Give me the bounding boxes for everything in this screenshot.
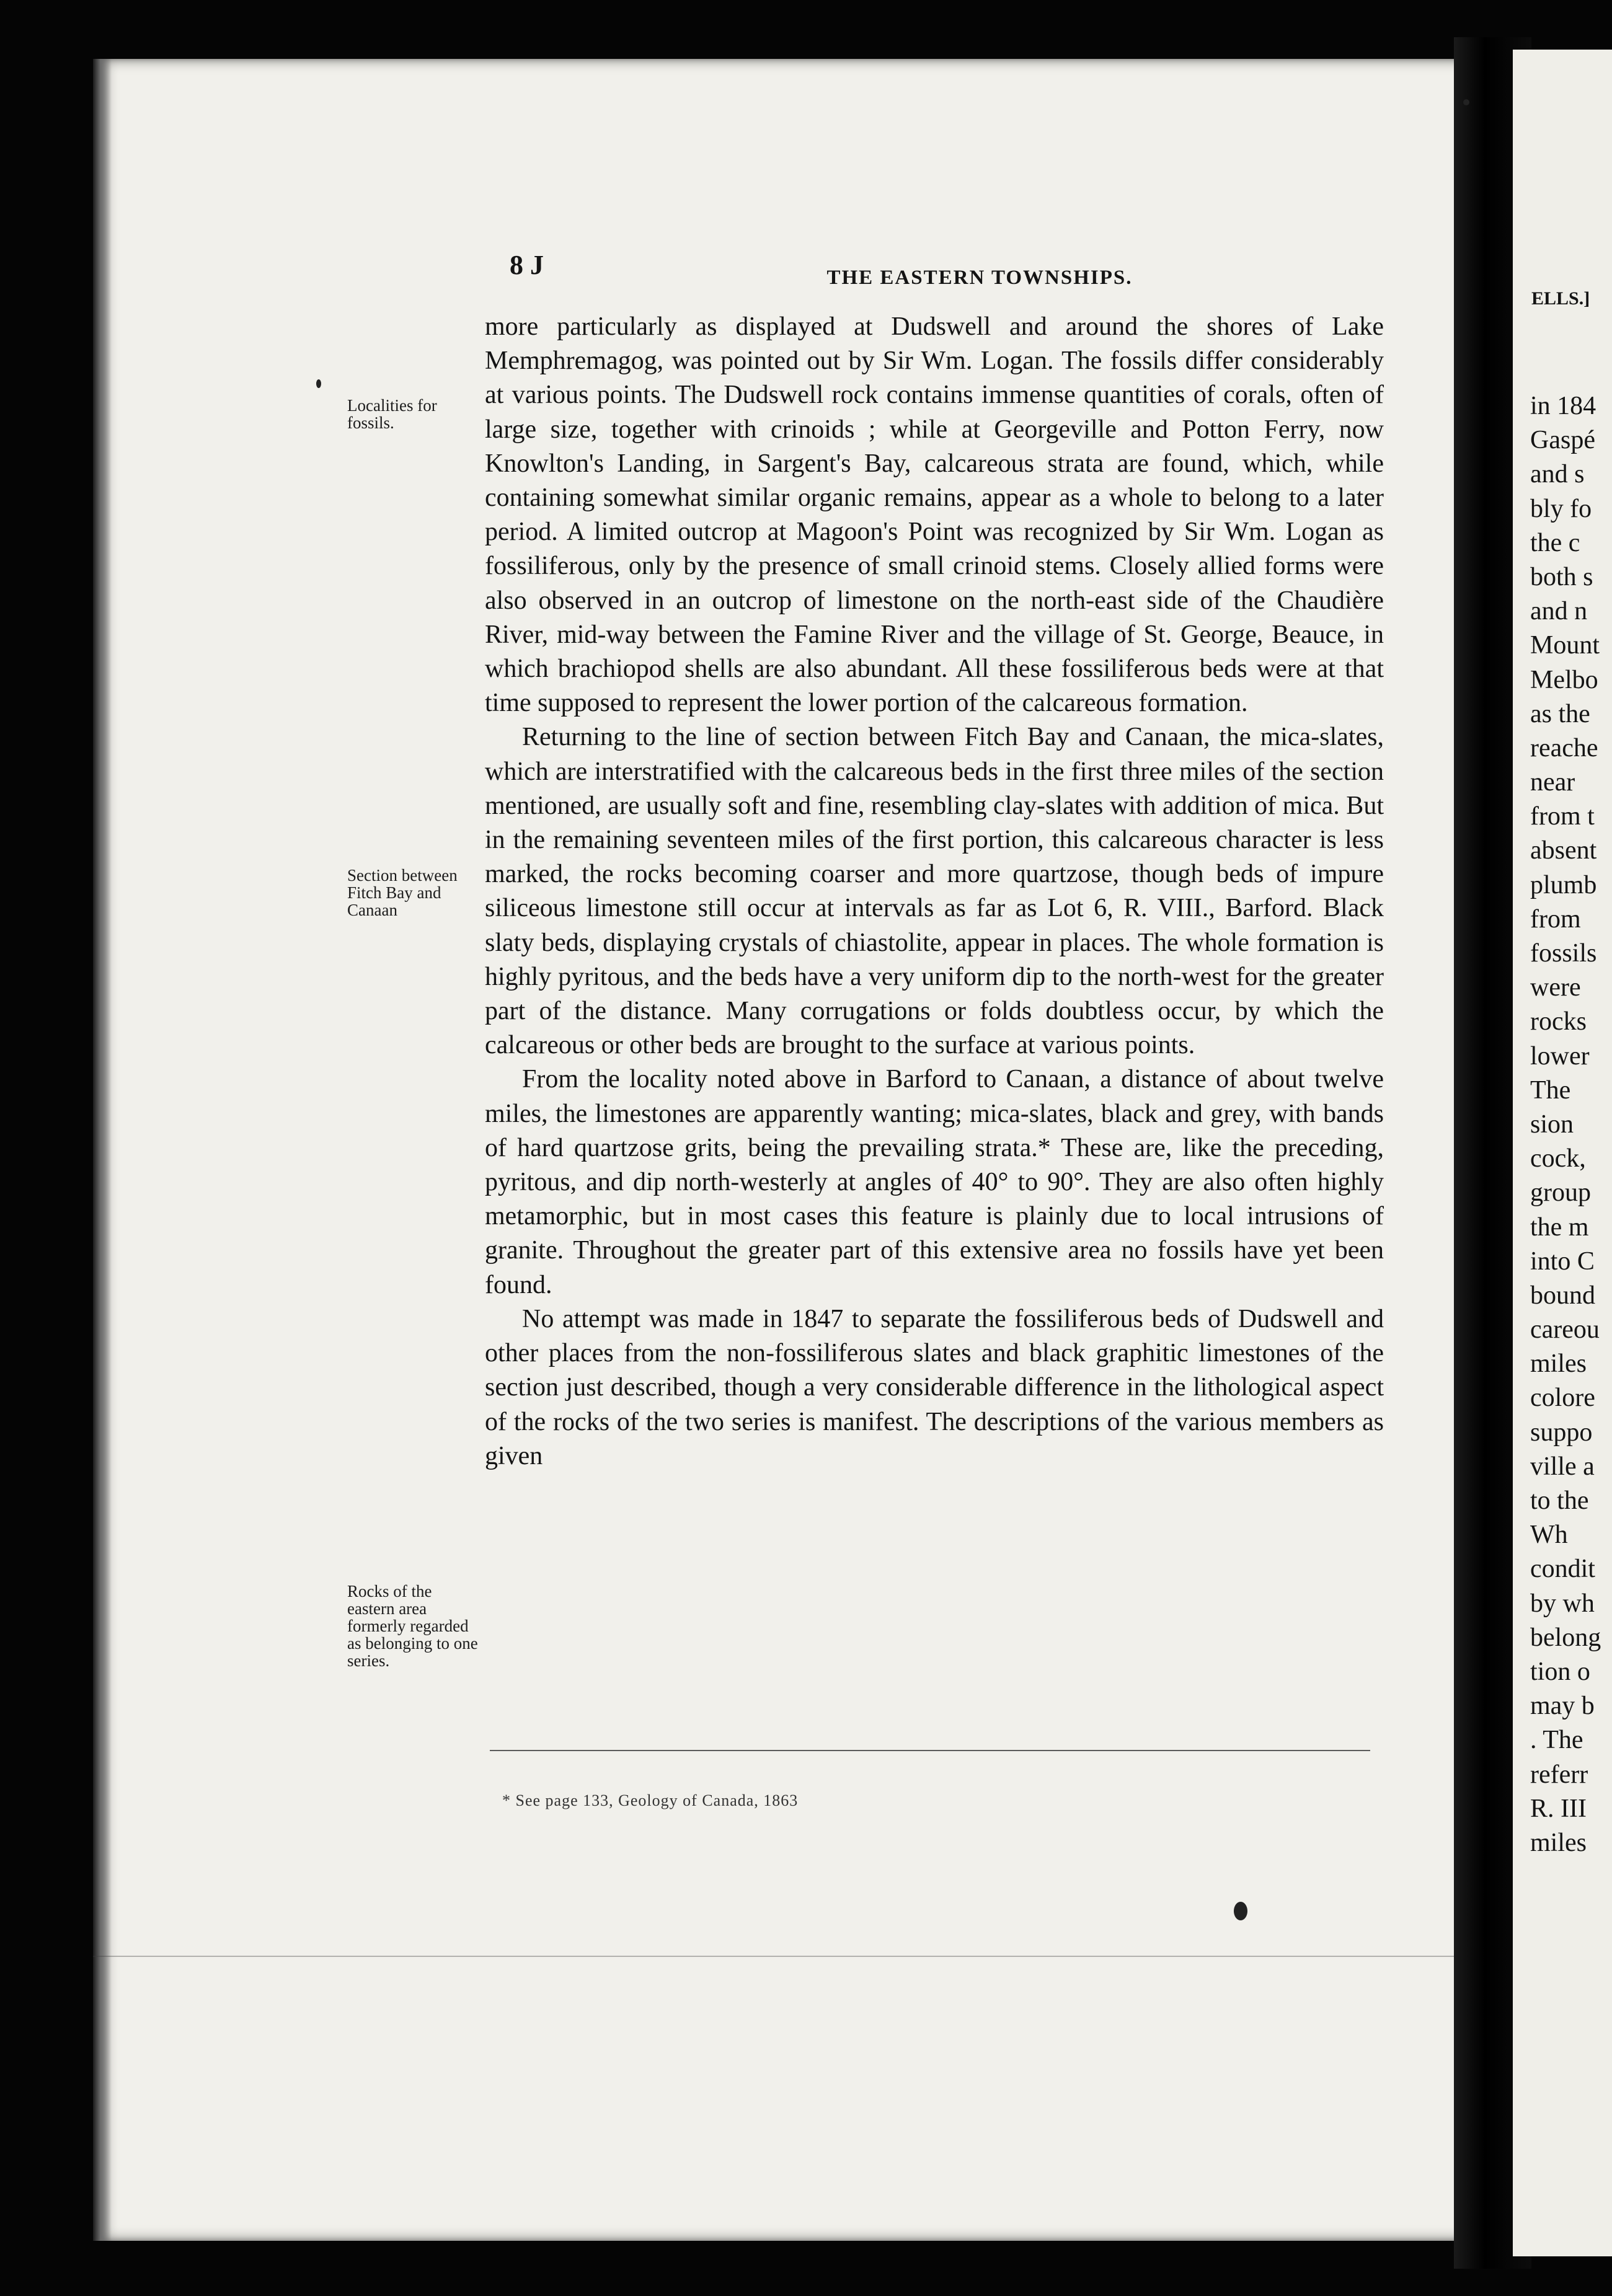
right-page-line: bly fo <box>1530 494 1592 523</box>
right-page-line: from <box>1530 904 1581 934</box>
right-page-line: and s <box>1530 460 1585 489</box>
right-page-line: group <box>1530 1178 1591 1208</box>
right-page-line: bound <box>1530 1281 1595 1310</box>
paragraph: From the locality noted above in Barford to Canaan, a distance of about twelve miles, the limestones are apparently wanting; mica-slates, black and grey, with bands of hard quartzose grits, being the prevailing strata.* These are, like the preceding, pyritous, and dip north-westerly at angles of 40° to 90°. They are also often highly metamorphic, but in most cases this feature is plainly due to local intrusions of granite. Throughout the greater part of this extensive area no fossils have yet been found. <box>485 1065 1384 1299</box>
running-title: THE EASTERN TOWNSHIPS. <box>826 267 1133 289</box>
right-page-line: both s <box>1530 562 1593 591</box>
right-page-line: in 184 <box>1530 392 1596 420</box>
sidenote-localities: Localities for fossils. <box>347 396 437 432</box>
paragraph: No attempt was made in 1847 to separate the fossiliferous beds of Dudswell and other places from the non-fossiliferous slates and black graphitic limestones of the section just described, though a very considerable difference in the lithological aspect of the rocks of the two series is manifest. The descriptions of the various members as given <box>485 1304 1384 1470</box>
right-page-line: the m <box>1530 1212 1589 1242</box>
right-page-line: Melbo <box>1530 665 1598 694</box>
right-page-line: ville a <box>1530 1452 1595 1481</box>
right-page-line: miles <box>1530 1828 1587 1857</box>
right-page-line: referr <box>1530 1760 1588 1789</box>
right-page-line: suppo <box>1530 1418 1593 1447</box>
right-page-line: rocks <box>1530 1007 1587 1036</box>
right-page-line: absent <box>1530 836 1597 865</box>
page-shadow-edge <box>93 59 112 2241</box>
right-page-line: . The <box>1530 1726 1583 1755</box>
right-page-line: Gaspé <box>1530 426 1595 455</box>
page-crease <box>93 1956 1457 1957</box>
paragraph: Returning to the line of section between Fitch Bay and Canaan, the mica-slates, which are interstratified with the calcareous beds in the first three miles of the section mentioned, are usually soft and fine, resembling clay-slates with addition of mica. But in the remaining seventeen miles of the first portion, this calcareous character is less marked, the rocks becoming coarser and more quartzose, though beds of impure siliceous limestone still occur at intervals as far as Lot 6, R. VIII., Barford. Black slaty beds, displaying crystals of chiastolite, appear in places. The whole formation is highly pyritous, and the beds have a very uniform dip to the north-west for the greater part of the distance. Many corrugations or folds doubtless occur, by which the calcareous or other beds are brought to the surface at various points. <box>485 723 1384 1060</box>
ink-speck <box>1234 1902 1247 1920</box>
right-page-line: as the <box>1530 699 1590 728</box>
ink-speck <box>1463 99 1469 105</box>
sidenote-rocks: Rocks of the eastern area formerly regarded as belonging to one series. <box>347 1582 478 1670</box>
right-page-line: colore <box>1530 1384 1595 1413</box>
right-page-line: by wh <box>1530 1589 1595 1618</box>
right-page-line: sion <box>1530 1110 1574 1139</box>
ink-speck <box>316 379 321 388</box>
footnote: * See page 133, Geology of Canada, 1863 <box>502 1791 799 1809</box>
right-page-line: Mount <box>1530 631 1600 660</box>
right-page-line: miles <box>1530 1349 1587 1379</box>
right-page-line: fossils <box>1530 939 1597 968</box>
right-page-line: cock, <box>1530 1144 1586 1173</box>
page-number: 8 J <box>510 250 544 280</box>
right-page-line: belong <box>1530 1623 1601 1652</box>
right-page-line: and n <box>1530 597 1588 626</box>
right-page-line: from t <box>1530 802 1595 831</box>
right-page-line: tion o <box>1530 1657 1590 1686</box>
right-page-line: plumb <box>1530 870 1597 899</box>
right-page-text <box>1530 389 1601 1860</box>
right-page-line: condit <box>1530 1555 1595 1584</box>
right-page-line: reache <box>1530 733 1598 762</box>
right-page-line: R. III <box>1530 1794 1587 1823</box>
right-page-line: careou <box>1530 1315 1600 1344</box>
body-text <box>485 310 1384 1473</box>
right-page <box>1513 50 1612 2256</box>
right-page-line: were <box>1530 973 1581 1002</box>
footnote-rule <box>490 1750 1370 1751</box>
right-page-header: ELLS.] <box>1531 288 1590 309</box>
right-page-line: lower <box>1530 1041 1590 1071</box>
right-page-line: into C <box>1530 1247 1595 1276</box>
right-page-line: near <box>1530 768 1575 797</box>
paragraph: more particularly as displayed at Dudswell and around the shores of Lake Memphremagog, was pointed out by Sir Wm. Logan. The fossils differ considerably at various points. The Dudswell rock contains immense quantities of corals, often of large size, together with crinoids ; while at Georgeville and Potton Ferry, now Knowlton's Landing, in Sargent's Bay, calcareous strata are found, which, while containing somewhat similar organic remains, appear as a whole to belong to a later period. A limited outcrop at Magoon's Point was recognized by Sir Wm. Logan as fossiliferous, only by the presence of small crinoid stems. Closely allied forms were also observed in an outcrop of limestone on the north-east side of the Chaudière River, mid-way between the Famine River and the village of St. George, Beauce, in which brachiopod shells are also abundant. All these fossiliferous beds were at that time supposed to represent the lower portion of the calcareous formation. <box>485 312 1384 718</box>
right-page-line: may b <box>1530 1692 1595 1721</box>
right-page-line: to the <box>1530 1486 1589 1515</box>
sidenote-section: Section between Fitch Bay and Canaan <box>347 866 458 919</box>
right-page-line: The <box>1530 1075 1571 1105</box>
right-page-line: Wh <box>1530 1521 1568 1550</box>
right-page-line: the c <box>1530 528 1580 557</box>
